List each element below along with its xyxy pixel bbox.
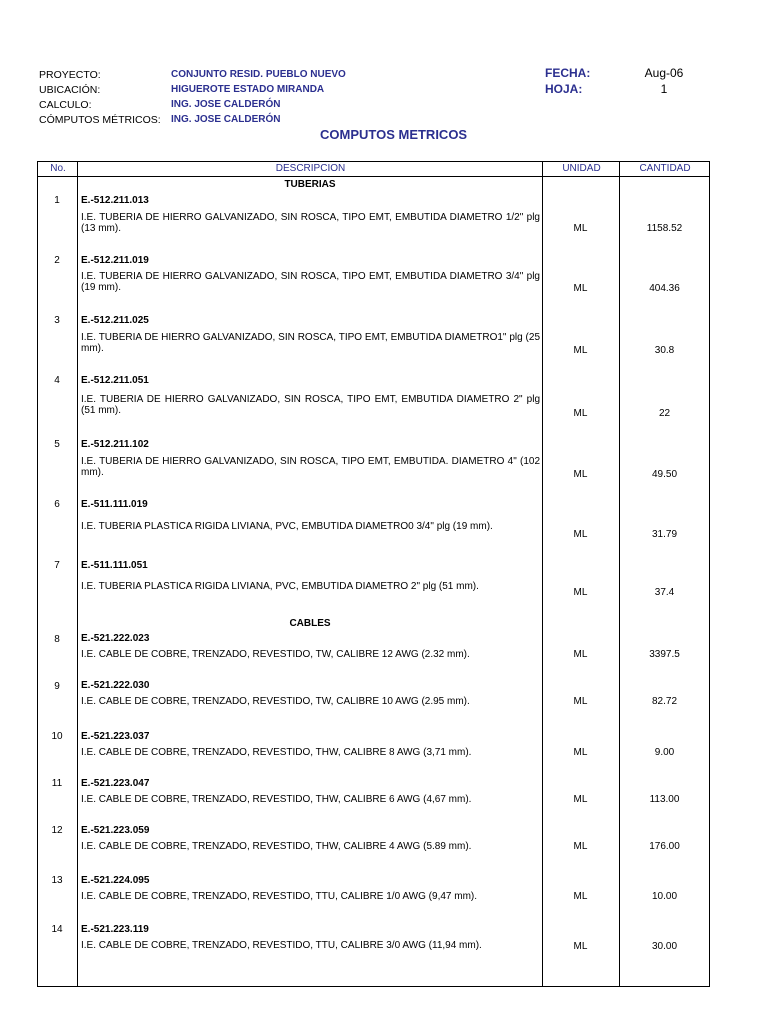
table-header xyxy=(37,161,710,177)
row-unit: ML xyxy=(573,649,588,660)
row-quantity: 10.00 xyxy=(651,891,678,902)
fecha-value: Aug-06 xyxy=(644,66,684,80)
row-quantity: 1158.52 xyxy=(646,223,683,234)
computos-value: ING. JOSE CALDERÓN xyxy=(171,114,281,125)
row-code: E.-512.211.025 xyxy=(81,315,149,326)
row-description: I.E. TUBERIA DE HIERRO GALVANIZADO, SIN ROSCA, TIPO EMT, EMBUTIDA DIAMETRO1" plg (25 mm). xyxy=(81,332,540,354)
row-code: E.-512.211.102 xyxy=(81,439,149,450)
row-description: I.E. CABLE DE COBRE, TRENZADO, REVESTIDO, TTU, CALIBRE 3/0 AWG (11,94 mm). xyxy=(81,940,482,951)
column-divider xyxy=(77,161,78,987)
row-description: I.E. CABLE DE COBRE, TRENZADO, REVESTIDO, THW, CALIBRE 8 AWG (3,71 mm). xyxy=(81,747,472,758)
row-quantity: 176.00 xyxy=(649,841,680,852)
row-quantity: 9.00 xyxy=(654,747,675,758)
row-code: E.-521.223.059 xyxy=(81,825,150,836)
row-unit: ML xyxy=(573,891,588,902)
section-title: CABLES xyxy=(289,618,331,629)
proyecto-value: CONJUNTO RESID. PUEBLO NUEVO xyxy=(171,69,346,80)
row-description: I.E. TUBERIA DE HIERRO GALVANIZADO, SIN ROSCA, TIPO EMT, EMBUTIDA DIAMETRO 3/4" plg (19 mm). xyxy=(81,271,540,293)
col-qty-header: CANTIDAD xyxy=(639,163,691,174)
row-number: 10 xyxy=(51,731,63,742)
hoja-value: 1 xyxy=(660,82,668,96)
row-code: E.-521.222.023 xyxy=(81,633,150,644)
row-number: 3 xyxy=(54,315,60,326)
page-title: COMPUTOS METRICOS xyxy=(320,127,468,142)
ubicacion-label: UBICACIÓN: xyxy=(39,84,101,96)
row-quantity: 82.72 xyxy=(651,696,678,707)
row-quantity: 37.4 xyxy=(654,587,675,598)
row-quantity: 404.36 xyxy=(649,283,680,294)
ubicacion-value: HIGUEROTE ESTADO MIRANDA xyxy=(171,84,325,95)
row-unit: ML xyxy=(573,283,588,294)
row-code: E.-511.111.019 xyxy=(81,499,148,510)
calculo-value: ING. JOSE CALDERÓN xyxy=(171,99,281,110)
row-code: E.-521.223.037 xyxy=(81,731,150,742)
row-unit: ML xyxy=(573,223,588,234)
fecha-label: FECHA: xyxy=(545,66,591,80)
row-description: I.E. TUBERIA DE HIERRO GALVANIZADO, SIN ROSCA, TIPO EMT, EMBUTIDA. DIAMETRO 4" (102 mm). xyxy=(81,456,540,478)
col-unit-header: UNIDAD xyxy=(562,163,601,174)
row-number: 12 xyxy=(51,825,63,836)
row-code: E.-521.223.047 xyxy=(81,778,150,789)
row-unit: ML xyxy=(573,747,588,758)
row-description: I.E. CABLE DE COBRE, TRENZADO, REVESTIDO, TW, CALIBRE 12 AWG (2.32 mm). xyxy=(81,649,470,660)
calculo-label: CALCULO: xyxy=(39,99,92,111)
row-description: I.E. TUBERIA DE HIERRO GALVANIZADO, SIN ROSCA, TIPO EMT, EMBUTIDA DIAMETRO 2" plg (51 mm). xyxy=(81,394,540,416)
row-number: 8 xyxy=(54,634,60,645)
row-description: I.E. CABLE DE COBRE, TRENZADO, REVESTIDO, TW, CALIBRE 10 AWG (2.95 mm). xyxy=(81,696,470,707)
row-unit: ML xyxy=(573,696,588,707)
row-unit: ML xyxy=(573,941,588,952)
row-quantity: 22 xyxy=(658,408,671,419)
row-number: 5 xyxy=(54,439,60,450)
row-number: 7 xyxy=(54,560,60,571)
row-quantity: 113.00 xyxy=(649,794,680,805)
row-code: E.-521.223.119 xyxy=(81,924,149,935)
row-code: E.-511.111.051 xyxy=(81,560,148,571)
row-unit: ML xyxy=(573,529,588,540)
row-number: 2 xyxy=(54,255,60,266)
row-description: I.E. TUBERIA PLASTICA RIGIDA LIVIANA, PVC, EMBUTIDA DIAMETRO0 3/4" plg (19 mm). xyxy=(81,521,493,532)
section-title: TUBERIAS xyxy=(284,179,336,190)
computos-label: CÓMPUTOS MÉTRICOS: xyxy=(39,114,161,126)
row-unit: ML xyxy=(573,587,588,598)
row-code: E.-512.211.051 xyxy=(81,375,149,386)
row-description: I.E. TUBERIA PLASTICA RIGIDA LIVIANA, PVC, EMBUTIDA DIAMETRO 2" plg (51 mm). xyxy=(81,581,479,592)
row-unit: ML xyxy=(573,469,588,480)
row-number: 11 xyxy=(51,778,63,789)
row-quantity: 31.79 xyxy=(651,529,678,540)
row-unit: ML xyxy=(573,794,588,805)
row-unit: ML xyxy=(573,345,588,356)
row-number: 14 xyxy=(51,924,63,935)
col-desc-header: DESCRIPCION xyxy=(275,163,346,174)
row-quantity: 30.8 xyxy=(654,345,675,356)
row-code: E.-512.211.013 xyxy=(81,195,149,206)
row-number: 1 xyxy=(54,195,60,206)
col-no-header: No. xyxy=(50,163,66,174)
row-quantity: 3397.5 xyxy=(649,649,680,660)
row-description: I.E. TUBERIA DE HIERRO GALVANIZADO, SIN ROSCA, TIPO EMT, EMBUTIDA DIAMETRO 1/2" plg (13 mm). xyxy=(81,212,540,234)
row-code: E.-512.211.019 xyxy=(81,255,149,266)
hoja-label: HOJA: xyxy=(545,82,583,96)
row-number: 4 xyxy=(54,375,60,386)
row-description: I.E. CABLE DE COBRE, TRENZADO, REVESTIDO, THW, CALIBRE 6 AWG (4,67 mm). xyxy=(81,794,472,805)
proyecto-label: PROYECTO: xyxy=(39,69,101,81)
row-number: 6 xyxy=(54,499,60,510)
row-number: 9 xyxy=(54,681,60,692)
row-description: I.E. CABLE DE COBRE, TRENZADO, REVESTIDO, THW, CALIBRE 4 AWG (5.89 mm). xyxy=(81,841,472,852)
row-number: 13 xyxy=(51,875,63,886)
row-unit: ML xyxy=(573,841,588,852)
row-code: E.-521.224.095 xyxy=(81,875,150,886)
row-quantity: 30.00 xyxy=(651,941,678,952)
row-unit: ML xyxy=(573,408,588,419)
row-description: I.E. CABLE DE COBRE, TRENZADO, REVESTIDO, TTU, CALIBRE 1/0 AWG (9,47 mm). xyxy=(81,891,478,902)
row-code: E.-521.222.030 xyxy=(81,680,150,691)
row-quantity: 49.50 xyxy=(651,469,678,480)
